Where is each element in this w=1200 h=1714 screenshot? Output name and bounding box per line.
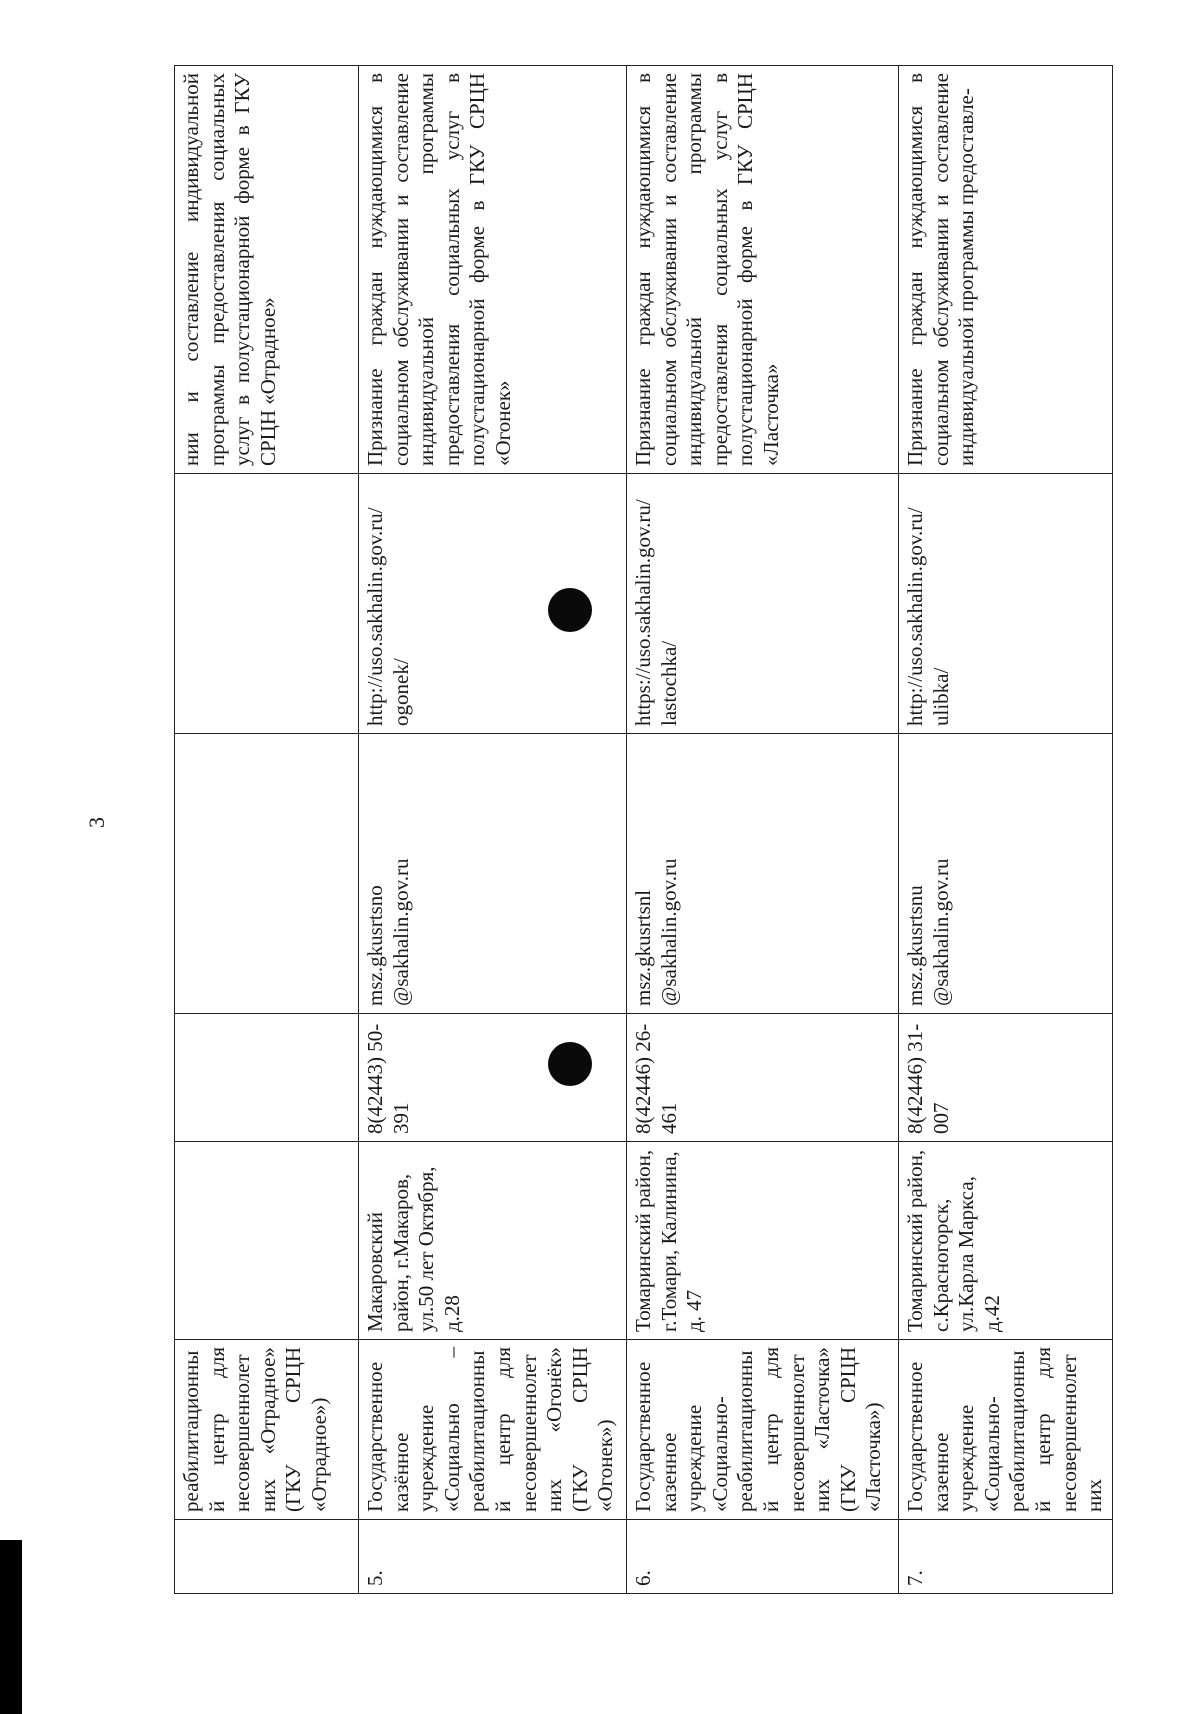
table-row <box>359 66 627 1594</box>
institution-address: Макаровский район, г.Макаров, ул.50 лет Октября, д.28 <box>359 1142 627 1340</box>
table-row <box>627 66 899 1594</box>
institution-website: http://uso.sakhalin.gov.ru/ ogonek/ <box>359 474 627 734</box>
institution-email: msz.gkusrtsnl @sakhalin.gov.ru <box>627 734 899 1014</box>
institution-service: нии и составление индивидуальной программы предоставления социальных услуг в полустационарной форме в ГКУ СРЦН «Отрадное» <box>175 66 359 474</box>
institution-service: Признание граждан нуждающимися в социальном обслуживании и составление индивидуальной программы предоставления социальных услуг в полустационарной форме в ГКУ СРЦН «Огонек» <box>359 66 627 474</box>
institution-address <box>175 1142 359 1340</box>
institution-website: http://uso.sakhalin.gov.ru/ ulibka/ <box>899 474 1113 734</box>
scan-edge-bar <box>0 1540 22 1714</box>
page-number: 3 <box>84 817 109 828</box>
table-row <box>175 66 359 1594</box>
institution-service: Признание граждан нуждающимися в социальном обслуживании и составление индивидуальной программы предоставле- <box>899 66 1113 474</box>
institution-name: Государственное казенное учреждение «Социально-реабилитационный центр для несовершеннолетних «Ласточка» (ГКУ СРЦН «Ласточка») <box>627 1340 899 1520</box>
institution-address: Томаринский район, с.Красногорск, ул.Карла Маркса, д.42 <box>899 1142 1113 1340</box>
institution-name: Государственное казённое учреждение «Социально – реабилитационный центр для несовершеннолетних «Огонёк» (ГКУ СРЦН «Огонек») <box>359 1340 627 1520</box>
table-row <box>899 66 1113 1594</box>
institution-email: msz.gkusrtsno @sakhalin.gov.ru <box>359 734 627 1014</box>
institutions-table-rotated <box>174 66 1107 1594</box>
row-number: 7. <box>899 1520 1113 1594</box>
row-number: 5. <box>359 1520 627 1594</box>
institution-email: msz.gkusrtsnu @sakhalin.gov.ru <box>899 734 1113 1014</box>
institution-address: Томаринский район, г.Томари, Калинина, д. 47 <box>627 1142 899 1340</box>
institution-phone: 8(42446) 26-461 <box>627 1014 899 1142</box>
row-number: 6. <box>627 1520 899 1594</box>
institution-phone: 8(42446) 31-007 <box>899 1014 1113 1142</box>
institution-service: Признание граждан нуждающимися в социальном обслуживании и составление индивидуальной программы предоставления социальных услуг в полустационарной форме в ГКУ СРЦН «Ласточка» <box>627 66 899 474</box>
row-number <box>175 1520 359 1594</box>
institution-name: Государственное казенное учреждение «Социально-реабилитационный центр для несовершеннолетних <box>899 1340 1113 1520</box>
institution-email <box>175 734 359 1014</box>
institution-website <box>175 474 359 734</box>
institutions-table <box>174 65 1113 1594</box>
institution-phone <box>175 1014 359 1142</box>
institution-website: https://uso.sakhalin.gov.ru/ lastochka/ <box>627 474 899 734</box>
institution-name: реабилитационный центр для несовершеннолетних «Отрадное» (ГКУ СРЦН «Отрадное») <box>175 1340 359 1520</box>
institution-phone: 8(42443) 50-391 <box>359 1014 627 1142</box>
